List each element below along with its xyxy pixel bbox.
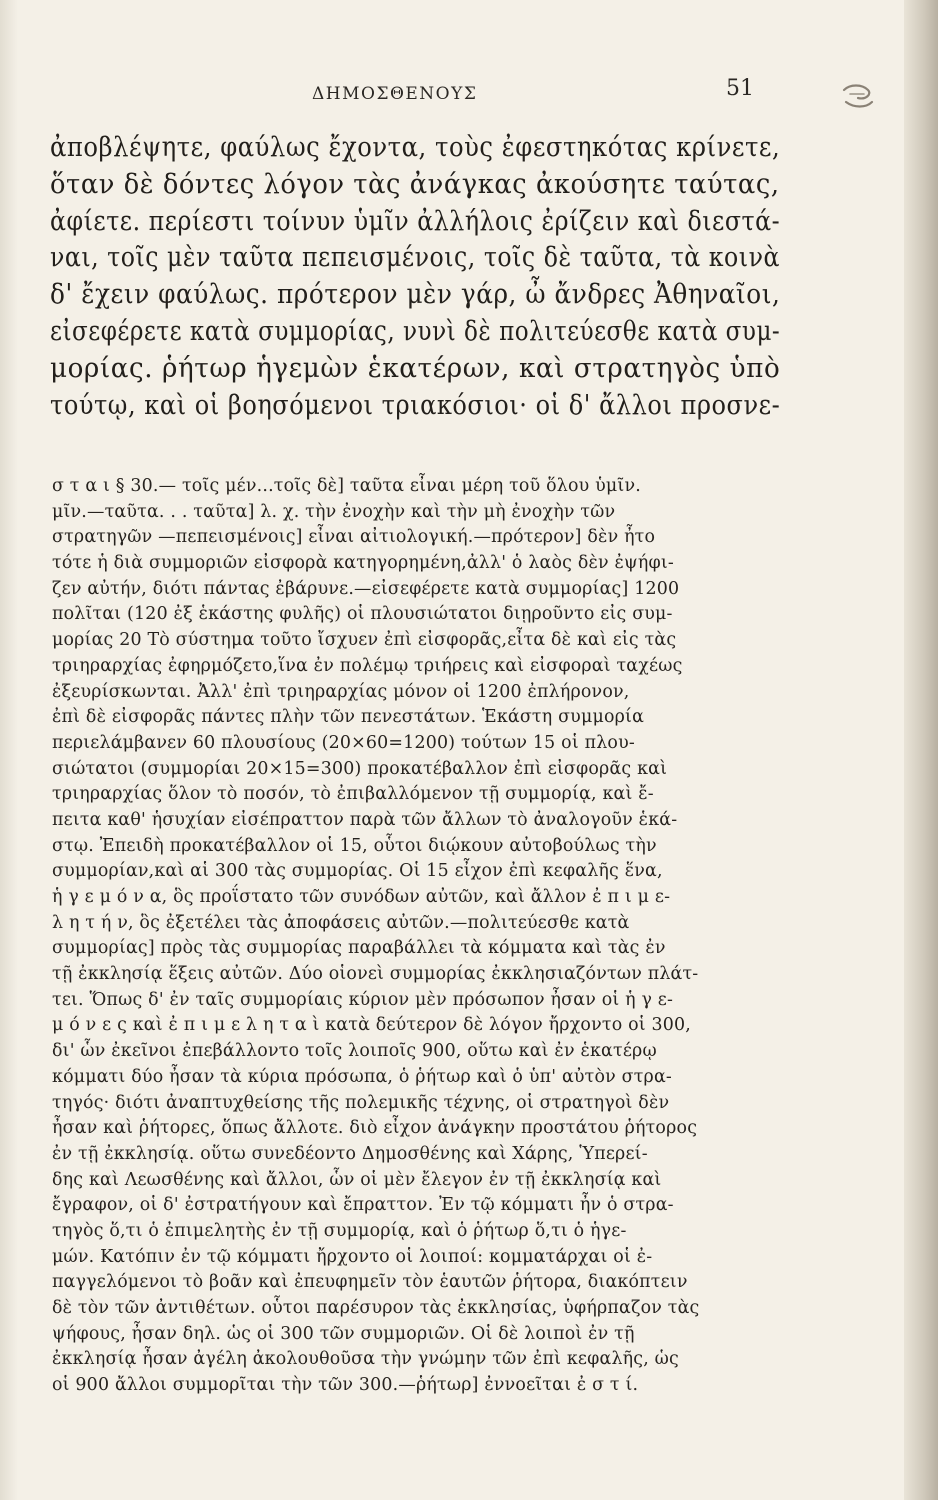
note-line: ἐκκλησίᾳ ἦσαν ἀγέλη ἀκολουθοῦσα τὴν γνώμην τῶν ἐπὶ κεφαλῆς, ὡς	[52, 1349, 679, 1370]
note-line: πολῖται (120 ἐξ ἑκάστης φυλῆς) οἱ πλουσιώτατοι διῃροῦντο εἰς συμ-	[52, 604, 673, 625]
note-line: ἐπὶ δὲ εἰσφορᾶς πάντες πλὴν τῶν πενεστάτων. Ἑκάστη συμμορία	[52, 707, 645, 728]
main-text-line: ὅταν δὲ δόντες λόγον τὰς ἀνάγκας ἀκούσητε ταύτας,	[50, 168, 780, 200]
main-text-line: ἀφίετε. περίεστι τοίνυν ὑμῖν ἀλλήλοις ἐρίζειν καὶ διεστά-	[50, 205, 781, 237]
note-line: δι' ὧν ἐκεῖνοι ἐπεβάλλοντο τοῖς λοιποῖς 900, οὕτω καὶ ἐν ἑκατέρῳ	[52, 1041, 657, 1062]
note-line: οἱ 900 ἄλλοι συμμορῖται τὴν τῶν 300.—ῥήτωρ] ἐννοεῖται ἐ σ τ ί.	[52, 1375, 639, 1396]
note-line: δὲ τὸν τῶν ἀντιθέτων. οὗτοι παρέσυρον τὰς ἐκκλησίας, ὑφήρπαζον τὰς	[52, 1298, 700, 1318]
note-line: τριηραρχίας ἐφηρμόζετο,ἵνα ἐν πολέμῳ τριήρεις καὶ εἰσφοραὶ ταχέως	[52, 655, 683, 676]
note-line: ἔγραφον, οἱ δ' ἐστρατήγουν καὶ ἔπραττον. Ἐν τῷ κόμματι ἦν ὁ στρα-	[52, 1195, 674, 1216]
running-head: ΔΗΜΟΣΘΕΝΟΥΣ	[312, 84, 478, 104]
note-line: τῇ ἐκκλησίᾳ ἕξεις αὐτῶν. Δύο οἱονεὶ συμμορίας ἐκκλησιαζόντων πλάτ-	[52, 964, 699, 985]
note-line: σιώτατοι (συμμορίαι 20×15=300) προκατέβαλλον ἐπὶ εἰσφορᾶς καὶ	[52, 758, 668, 779]
page-edge	[904, 0, 938, 1500]
note-line: ζεν αὐτήν, διότι πάντας ἐβάρυνε.—εἰσεφέρετε κατὰ συμμορίας] 1200	[52, 578, 680, 599]
note-line: παγγελόμενοι τὸ βοᾶν καὶ ἐπευφημεῖν τὸν ἑαυτῶν ῥήτορα, διακόπτειν	[52, 1272, 688, 1293]
note-line: ψήφους, ἦσαν δηλ. ὡς οἱ 300 τῶν συμμοριῶν. Οἱ δὲ λοιποὶ ἐν τῇ	[52, 1323, 635, 1344]
main-text-line: ναι, τοῖς μὲν ταῦτα πεπεισμένοις, τοῖς δὲ ταῦτα, τὰ κοινὰ	[50, 242, 780, 274]
note-line: ἡ γ ε μ ό ν α, ὃς προΐστατο τῶν συνόδων αὐτῶν, καὶ ἄλλον ἐ π ι μ ε-	[52, 887, 671, 907]
note-line: κόμματι δύο ἦσαν τὰ κύρια πρόσωπα, ὁ ῥήτωρ καὶ ὁ ὑπ' αὐτὸν στρα-	[52, 1066, 672, 1087]
page-header	[0, 72, 904, 112]
note-line: τότε ἡ διὰ συμμοριῶν εἰσφορὰ κατηγορημένη,ἀλλ' ὁ λαὸς δὲν ἐψήφι-	[52, 553, 674, 574]
note-line: τηγὸς ὅ,τι ὁ ἐπιμελητὴς ἐν τῇ συμμορίᾳ, καὶ ὁ ῥήτωρ ὅ,τι ὁ ἡγε-	[52, 1220, 627, 1241]
main-text-line: δ' ἔχειν φαύλως. πρότερον μὲν γάρ, ὦ ἄνδρες Ἀθηναῖοι,	[50, 279, 781, 311]
main-text-block	[50, 130, 780, 424]
note-line: μών. Κατόπιν ἐν τῷ κόμματι ἤρχοντο οἱ λοιποί: κομματάρχαι οἱ ἐ-	[52, 1246, 653, 1267]
note-line: ἦσαν καὶ ῥήτορες, ὅπως ἄλλοτε. διὸ εἶχον ἀνάγκην προστάτου ῥήτορος	[52, 1118, 698, 1139]
note-line: τει. Ὅπως δ' ἐν ταῖς συμμορίαις κύριον μὲν πρόσωπον ἦσαν οἱ ἡ γ ε-	[52, 989, 674, 1010]
note-line: περιελάμβανεν 60 πλουσίους (20×60=1200) τούτων 15 οἱ πλου-	[52, 732, 635, 753]
note-line: στῳ. Ἐπειδὴ προκατέβαλλον οἱ 15, οὗτοι διῴκουν αὐτοβούλως τὴν	[52, 835, 657, 856]
note-line: σ τ α ι § 30.— τοῖς μέν...τοῖς δὲ] ταῦτα εἶναι μέρη τοῦ ὅλου ὑμῖν.	[52, 476, 641, 496]
note-line: μῖν.—ταῦτα. . . ταῦτα] λ. χ. τὴν ἐνοχὴν καὶ τὴν μὴ ἐνοχὴν τῶν	[52, 501, 616, 522]
page-gutter-shadow	[0, 0, 18, 1500]
note-line: μορίας 20 Τὸ σύστημα τοῦτο ἴσχυεν ἐπὶ εἰσφορᾶς,εἶτα δὲ καὶ εἰς τὰς	[52, 630, 677, 651]
main-text-line: εἰσεφέρετε κατὰ συμμορίας, νυνὶ δὲ πολιτεύεσθε κατὰ συμ-	[50, 315, 781, 347]
note-line: στρατηγῶν —πεπεισμένοις] εἶναι αἰτιολογική.—πρότερον] δὲν ἦτο	[52, 527, 656, 548]
note-line: πειτα καθ' ἡσυχίαν εἰσέπραττον παρὰ τῶν ἄλλων τὸ ἀναλογοῦν ἑκά-	[52, 809, 678, 830]
note-line: ἐξευρίσκωνται. Ἀλλ' ἐπὶ τριηραρχίας μόνον οἱ 1200 ἐπλήρονον,	[52, 681, 630, 702]
note-line: τριηραρχίας ὅλον τὸ ποσόν, τὸ ἐπιβαλλόμενον τῇ συμμορίᾳ, καὶ ἔ-	[52, 784, 654, 805]
note-line: λ η τ ή ν, ὃς ἐξετέλει τὰς ἀποφάσεις αὐτῶν.—πολιτεύεσθε κατὰ	[52, 912, 630, 933]
main-text-line: ἀποβλέψητε, φαύλως ἔχοντα, τοὺς ἐφεστηκότας κρίνετε,	[50, 132, 781, 163]
ink-smudge-mark	[836, 80, 878, 114]
note-line: συμμορίαν,καὶ αἱ 300 τὰς συμμορίας. Οἱ 15 εἶχον ἐπὶ κεφαλῆς ἕνα,	[52, 861, 663, 882]
note-line: δης καὶ Λεωσθένης καὶ ἄλλοι, ὧν οἱ μὲν ἔλεγον ἐν τῇ ἐκκλησίᾳ καὶ	[52, 1169, 662, 1190]
note-line: τηγός· διότι ἀναπτυχθείσης τῆς πολεμικῆς τέχνης, οἱ στρατηγοὶ δὲν	[52, 1092, 670, 1113]
page-number: 51	[726, 76, 754, 101]
note-line: μ ό ν ε ς καὶ ἐ π ι μ ε λ η τ α ὶ κατὰ δεύτερον δὲ λόγον ἤρχοντο οἱ 300,	[52, 1015, 692, 1036]
main-text-line: μορίας. ῥήτωρ ἡγεμὼν ἑκατέρων, καὶ στρατηγὸς ὑπὸ	[50, 352, 781, 384]
note-line: συμμορίας] πρὸς τὰς συμμορίας παραβάλλει τὰ κόμματα καὶ τὰς ἐν	[52, 938, 666, 959]
commentary-notes-block	[52, 474, 788, 1399]
main-text-line: τούτῳ, καὶ οἱ βοησόμενοι τριακόσιοι· οἱ δ' ἄλλοι προσνε-	[50, 389, 781, 421]
note-line: ἐν τῇ ἐκκλησίᾳ. οὕτω συνεδέοντο Δημοσθένης καὶ Χάρης, Ὑπερεί-	[52, 1143, 648, 1164]
